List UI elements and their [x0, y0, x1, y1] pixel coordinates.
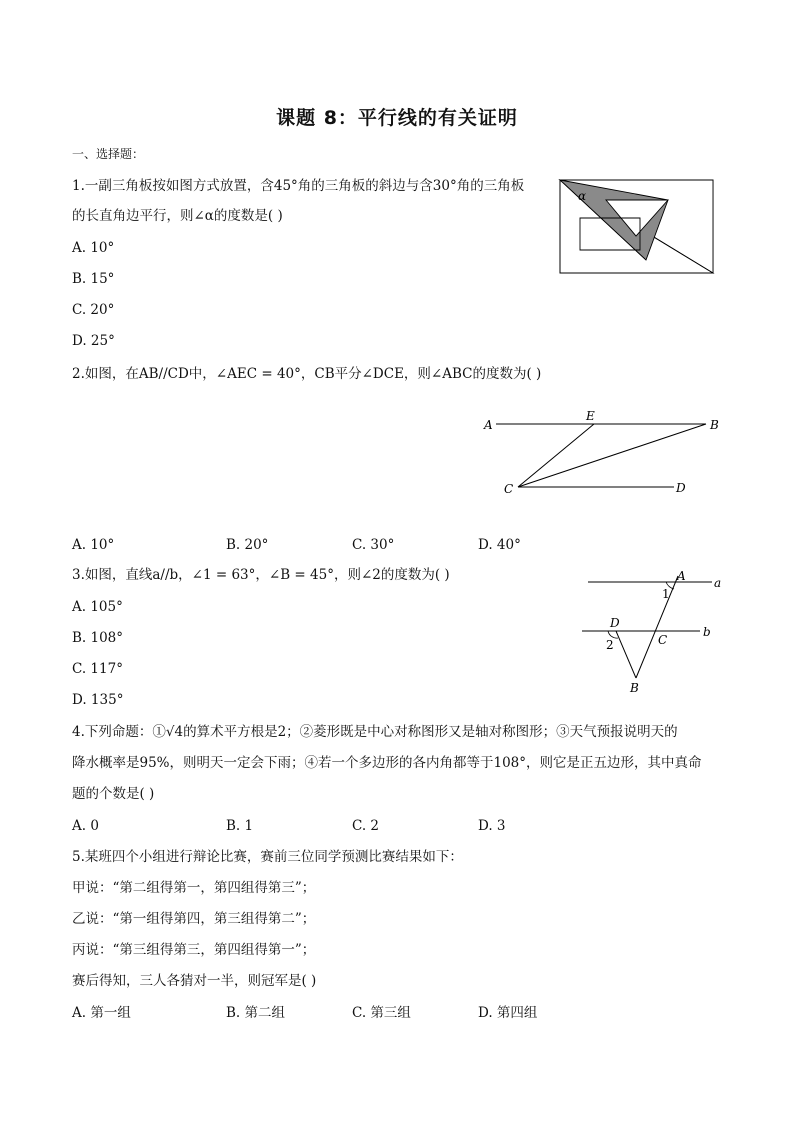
q2-option-d: D. 40° — [478, 537, 521, 553]
q5-stem-line3: 乙说：“第一组得第四，第三组得第二”； — [72, 911, 316, 927]
q1-alpha-label: α — [578, 189, 587, 203]
q2-stem: 2.如图，在AB//CD中，∠AEC = 40°，CB平分∠DCE，则∠ABC的度数为( ) — [72, 366, 542, 382]
q2-option-c: C. 30° — [352, 537, 395, 553]
q1-stem-line2: 的长直角边平行，则∠α的度数是( ) — [72, 208, 283, 224]
q3-figure — [578, 568, 728, 696]
q1-figure — [558, 178, 718, 276]
q2-label-c: C — [504, 482, 514, 496]
q2-label-b: B — [710, 418, 719, 432]
q3-label-1: 1 — [662, 587, 670, 601]
q3-label-a: a — [714, 576, 722, 590]
q5-stem-line2: 甲说：“第二组得第一，第四组得第三”； — [72, 880, 316, 896]
q1-option-d: D. 25° — [72, 333, 115, 349]
q3-option-a: A. 105° — [72, 599, 123, 615]
q5-option-b: B. 第二组 — [226, 1005, 286, 1021]
q3-label-b: b — [703, 625, 711, 639]
q5-option-c: C. 第三组 — [352, 1005, 411, 1021]
q3-label-B: B — [630, 681, 639, 695]
q2-segment-cb — [518, 424, 706, 487]
section-heading: 一、选择题： — [72, 147, 145, 161]
q2-label-e: E — [586, 409, 595, 423]
page-title: 课题 8：平行线的有关证明 — [276, 107, 518, 129]
q3-label-D: D — [610, 616, 620, 630]
q2-option-b: B. 20° — [226, 537, 269, 553]
q5-stem-line1: 5.某班四个小组进行辩论比赛，赛前三位同学预测比赛结果如下： — [72, 849, 463, 865]
q5-stem-line5: 赛后得知，三人各猜对一半，则冠军是( ) — [72, 973, 317, 989]
q4-option-d: D. 3 — [478, 818, 506, 834]
q3-segment-ab — [636, 576, 678, 678]
q3-segment-db — [616, 631, 636, 678]
q1-option-a: A. 10° — [72, 240, 115, 256]
q2-figure — [480, 405, 730, 505]
q2-label-d: D — [676, 481, 686, 495]
q4-option-c: C. 2 — [352, 818, 380, 834]
q4-option-a: A. 0 — [72, 818, 99, 834]
q3-stem: 3.如图，直线a//b，∠1 = 63°，∠B = 45°，则∠2的度数为( ) — [72, 567, 450, 583]
q1-option-c: C. 20° — [72, 302, 115, 318]
q4-stem-line1: 4.下列命题：①√4的算术平方根是2；②菱形既是中心对称图形又是轴对称图形；③天气预报说明天的 — [72, 724, 678, 740]
q3-option-d: D. 135° — [72, 692, 124, 708]
q5-option-a: A. 第一组 — [72, 1005, 131, 1021]
q3-option-b: B. 108° — [72, 630, 124, 646]
q5-option-d: D. 第四组 — [478, 1005, 538, 1021]
q1-option-b: B. 15° — [72, 271, 115, 287]
q3-label-2: 2 — [606, 638, 614, 652]
q2-option-a: A. 10° — [72, 537, 115, 553]
q2-segment-ce — [518, 424, 594, 487]
q3-label-C: C — [658, 633, 668, 647]
q2-label-a: A — [484, 418, 493, 432]
q3-option-c: C. 117° — [72, 661, 123, 677]
q3-label-A: A — [677, 569, 686, 583]
q1-stem-line1: 1.一副三角板按如图方式放置，含45°角的三角板的斜边与含30°角的三角板 — [72, 178, 525, 194]
q4-option-b: B. 1 — [226, 818, 254, 834]
q4-stem-line2: 降水概率是95%，则明天一定会下雨；④若一个多边形的各内角都等于108°，则它是正五边形，其中真命 — [72, 755, 702, 771]
q5-stem-line4: 丙说：“第三组得第三，第四组得第一”； — [72, 942, 316, 958]
q4-stem-line3: 题的个数是( ) — [72, 786, 155, 802]
